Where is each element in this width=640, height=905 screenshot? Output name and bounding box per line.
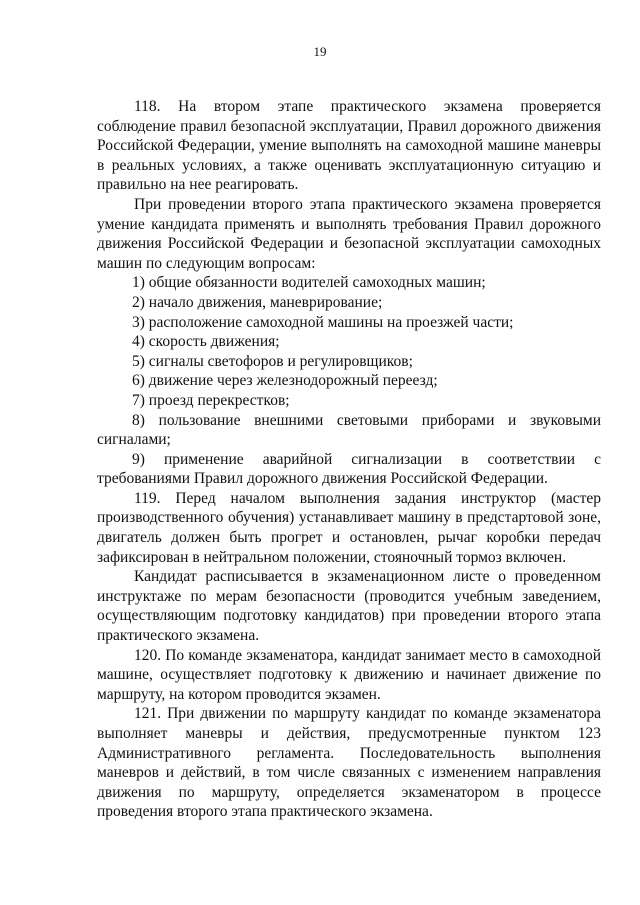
paragraph-121: 121. При движении по маршруту кандидат по команде экзаменатора выполняет маневры и действия, предусмотренные пунктом 123 Административного регламента. Последовательность выполнения маневров и действий, в том числе связанных с изменением направления движения по маршруту, определяется экзаменатором в процессе проведения второго этапа практического экзамена. [97,705,601,821]
paragraph-118: 118. На втором этапе практического экзамена проверяется соблюдение правил безопасной эксплуатации, Правил дорожного движения Российской Федерации, умение выполнять на самоходной машине маневры в реальных условиях, а также оценивать эксплуатационную ситуацию и правильно на нее реагировать. [97,98,601,194]
paragraph-120: 120. По команде экзаменатора, кандидат занимает место в самоходной машине, осуществляет подготовку к движению и начинает движение по маршруту, на котором проводится экзамен. [97,646,601,703]
list-item-7: 7) проезд перекрестков; [132,391,290,409]
list-item-4: 4) скорость движения; [132,333,280,351]
list-item-1: 1) общие обязанности водителей самоходных машин; [132,274,486,292]
paragraph-candidate-signs: Кандидат расписывается в экзаменационном листе о проведенном инструктаже по мерам безопасности (проводится учебным заведением, осуществляющим подготовку кандидатов) при проведении второго этапа практического экзамена. [97,568,601,645]
list-item-6: 6) движение через железнодорожный переезд; [132,372,438,390]
page-number: 19 [313,44,327,59]
list-item-3: 3) расположение самоходной машины на проезжей части; [132,313,514,331]
paragraph-exam-stage-two: При проведении второго этапа практического экзамена проверяется умение кандидата применять и выполнять требования Правил дорожного движения Российской Федерации и безопасной эксплуатации самоходных машин по следующим вопросам: [97,195,601,272]
paragraph-119: 119. Перед началом выполнения задания инструктор (мастер производственного обучения) устанавливает машину в предстартовой зоне, двигатель должен быть прогрет и остановлен, рычаг коробки передач зафиксирован в нейтральном положении, стояночный тормоз включен. [97,489,601,566]
list-item-8: 8) пользование внешними световыми приборами и звуковыми сигналами; [97,411,601,449]
list-item-2: 2) начало движения, маневрирование; [132,293,383,311]
list-item-5: 5) сигналы светофоров и регулировщиков; [132,352,413,370]
document-body [97,97,601,822]
list-item-9: 9) применение аварийной сигнализации в соответствии с требованиями Правил дорожного движения Российской Федерации. [97,450,601,488]
